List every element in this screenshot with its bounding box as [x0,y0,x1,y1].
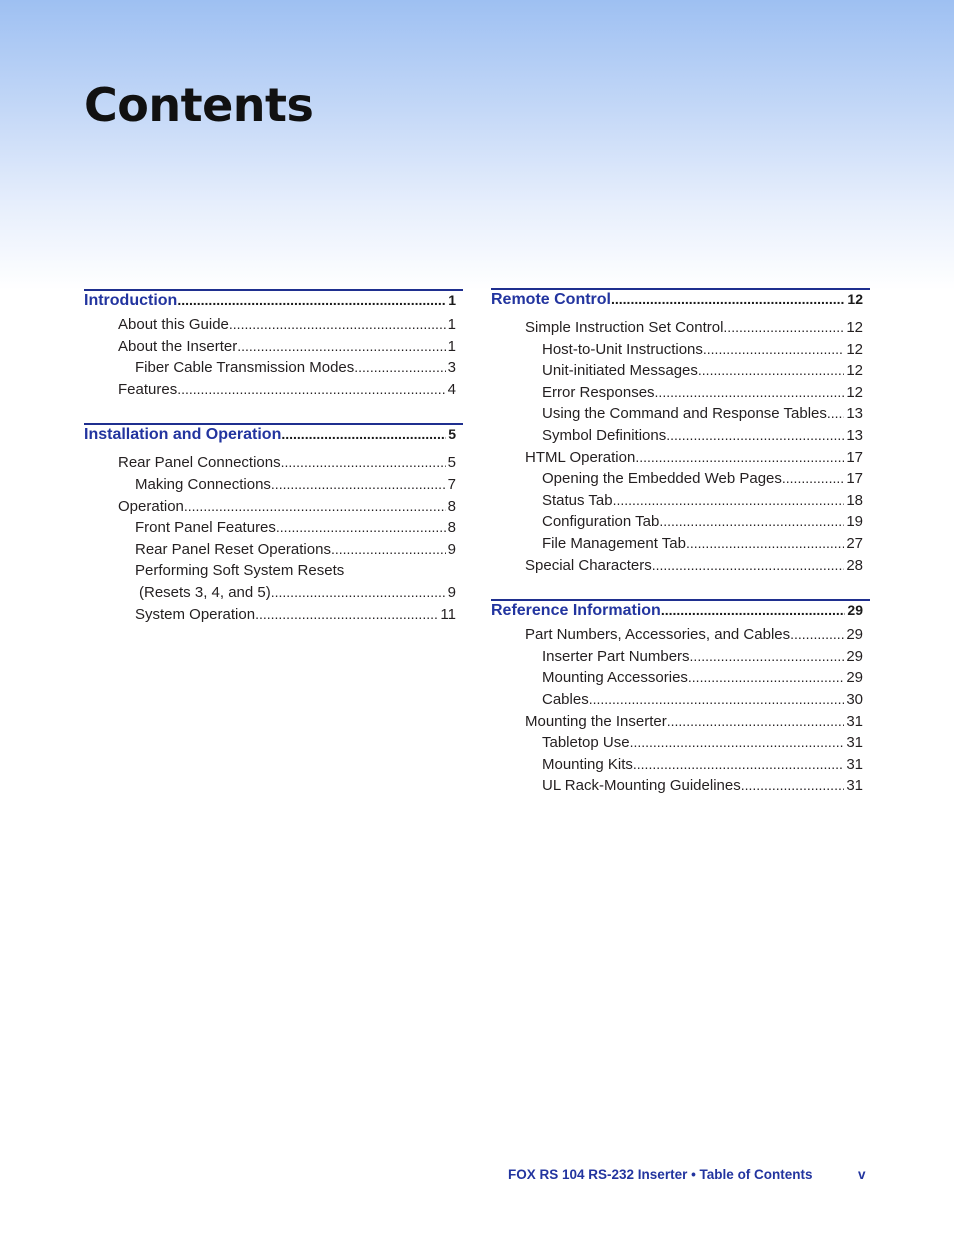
toc-section-introduction [84,289,463,400]
toc-entry-label: Making Connections [135,475,271,493]
toc-section-reference-information [491,599,870,797]
dot-leader [589,689,845,711]
toc-entry-fiber-cable-transmission-modes[interactable] [84,357,456,379]
toc-heading-label: Remote Control [491,291,611,308]
toc-entry-mounting-kits[interactable] [491,754,863,776]
toc-entry-label: Rear Panel Reset Operations [135,540,331,558]
toc-entry-simple-instruction-set-control[interactable] [491,317,863,339]
toc-entry-page: 19 [846,513,863,531]
dot-leader [723,317,844,339]
toc-entry-features[interactable] [84,379,456,401]
toc-entry-host-to-unit-instructions[interactable] [491,339,863,361]
dot-leader [827,403,844,425]
dot-leader [633,754,844,776]
footer-page-number: v [858,1167,866,1182]
dot-leader [255,604,438,626]
toc-entry-file-management-tab[interactable] [491,533,863,555]
dot-leader [237,336,445,358]
dot-leader [229,314,446,336]
toc-entry-mounting-accessories[interactable] [491,667,863,689]
toc-entry-configuration-tab[interactable] [491,511,863,533]
dot-leader [354,357,445,379]
dot-leader [611,291,845,307]
toc-section-remote-control [491,288,870,576]
toc-entry-page: 29 [846,626,863,644]
dot-leader [276,517,446,539]
toc-entry-rear-panel-connections[interactable] [84,452,456,474]
toc-entry-page: 30 [846,690,863,708]
toc-entry-label: Configuration Tab [542,513,660,531]
toc-entry-label: Symbol Definitions [542,426,667,444]
toc-entry-page: 12 [846,340,863,358]
dot-leader [281,452,446,474]
dot-leader [690,646,845,668]
toc-entry-label: Inserter Part Numbers [542,647,690,665]
dot-leader [782,468,844,490]
toc-entry-system-operation[interactable] [84,604,456,626]
toc-entry-error-responses[interactable] [491,382,863,404]
dot-leader [661,602,846,618]
toc-entry-label: Opening the Embedded Web Pages [542,470,782,488]
toc-entry-page: 27 [846,534,863,552]
dot-leader [271,474,446,496]
toc-entry-resets-3-4-5[interactable] [84,582,456,604]
toc-entry-command-and-response-tables[interactable] [491,403,863,425]
toc-entry-page: 11 [440,605,456,623]
toc-entry-page: 17 [846,448,863,466]
toc-left-column [84,289,463,648]
toc-entry-page: 9 [447,583,456,601]
toc-entry-page: 28 [846,556,863,574]
dot-leader [177,379,445,401]
toc-heading-remote-control[interactable] [491,291,863,313]
toc-entry-rear-panel-reset-operations[interactable] [84,539,456,561]
toc-entry-tabletop-use[interactable] [491,732,863,754]
toc-entry-label: System Operation [135,605,256,623]
page-title: Contents [84,78,314,132]
toc-entry-page: 8 [447,497,456,515]
toc-entry-status-tab[interactable] [491,490,863,512]
toc-entry-page: 31 [846,755,863,773]
toc-heading-page: 5 [448,426,456,443]
toc-entry-label: Performing Soft System Resets [135,562,345,580]
dot-leader [741,775,845,797]
toc-entry-label: Rear Panel Connections [118,454,281,472]
toc-entry-mounting-the-inserter[interactable] [491,711,863,733]
toc-entry-label: Error Responses [542,383,655,401]
toc-entry-html-operation[interactable] [491,447,863,469]
dot-leader [655,382,845,404]
toc-entry-label: Host-to-Unit Instructions [542,340,703,358]
toc-heading-label: Introduction [84,292,178,309]
toc-entry-inserter-part-numbers[interactable] [491,646,863,668]
toc-entry-page: 29 [846,669,863,687]
toc-entry-label: Features [118,380,178,398]
toc-entry-page: 17 [846,470,863,488]
toc-entry-label: Unit-initiated Messages [542,362,698,380]
dot-leader [652,555,845,577]
toc-entry-about-the-inserter[interactable] [84,336,456,358]
dot-leader [630,732,845,754]
toc-entry-label: Mounting Accessories [542,669,688,687]
toc-entry-page: 18 [846,491,863,509]
toc-entry-operation[interactable] [84,496,456,518]
toc-entry-label: Tabletop Use [542,734,630,752]
toc-heading-page: 1 [448,292,456,308]
toc-entry-label: HTML Operation [525,448,636,466]
dot-leader [703,339,844,361]
toc-entry-label: Status Tab [542,491,613,509]
toc-entry-unit-initiated-messages[interactable] [491,360,863,382]
toc-entry-page: 5 [447,454,456,472]
dot-leader [281,426,446,442]
toc-entry-label: Fiber Cable Transmission Modes [135,359,355,377]
toc-entry-part-numbers-accessories-cables[interactable] [491,624,863,646]
toc-heading-page: 29 [847,602,863,619]
toc-entry-page: 8 [447,519,456,537]
toc-entry-label: Cables [542,690,589,708]
toc-entry-page: 12 [846,362,863,380]
toc-entry-making-connections[interactable] [84,474,456,496]
toc-entry-page: 1 [447,337,456,355]
toc-entry-opening-embedded-web-pages[interactable] [491,468,863,490]
toc-entry-page: 13 [846,405,863,423]
dot-leader [659,511,844,533]
toc-entry-cables[interactable] [491,689,863,711]
dot-leader [790,624,844,646]
dot-leader [177,292,446,308]
toc-entry-label: (Resets 3, 4, and 5) [139,583,271,601]
toc-heading-installation-and-operation[interactable] [84,426,456,448]
toc-entry-page: 31 [846,712,863,730]
dot-leader [184,496,446,518]
toc-section-installation-and-operation [84,423,463,625]
header-gradient-band [0,0,954,290]
dot-leader [271,582,446,604]
toc-heading-label: Reference Information [491,602,661,620]
dot-leader [635,447,844,469]
toc-entry-page: 9 [447,540,456,558]
dot-leader [698,360,844,382]
dot-leader [688,667,844,689]
toc-entry-page: 7 [447,475,456,493]
dot-leader [613,490,845,512]
toc-entry-label: Special Characters [525,556,652,574]
toc-entry-label: UL Rack-Mounting Guidelines [542,777,741,795]
dot-leader [667,711,845,733]
toc-entry-page: 4 [447,380,456,398]
dot-leader [686,533,844,555]
toc-entry-symbol-definitions[interactable] [491,425,863,447]
toc-entry-ul-rack-mounting-guidelines[interactable] [491,775,863,797]
toc-entry-label: Operation [118,497,184,515]
toc-entry-page: 13 [846,426,863,444]
toc-entry-label: Part Numbers, Accessories, and Cables [525,626,791,644]
toc-heading-introduction[interactable] [84,292,456,314]
toc-entry-label: Front Panel Features [135,519,276,537]
toc-entry-label: About the Inserter [118,337,238,355]
toc-heading-page: 12 [847,291,863,307]
toc-entry-label: About this Guide [118,316,229,333]
toc-entry-page: 3 [447,359,456,377]
toc-entry-page: 12 [846,383,863,401]
toc-entry-page: 12 [846,319,863,336]
toc-entry-special-characters[interactable] [491,555,863,577]
toc-entry-page: 1 [447,316,456,333]
toc-entry-page: 31 [846,734,863,752]
toc-entry-page: 31 [846,777,863,795]
toc-entry-label: Using the Command and Response Tables [542,405,827,423]
dot-leader [331,539,446,561]
toc-heading-reference-information[interactable] [491,602,863,624]
toc-entry-front-panel-features[interactable] [84,517,456,539]
toc-entry-label: File Management Tab [542,534,686,552]
toc-entry-about-this-guide[interactable] [84,314,456,336]
dot-leader [666,425,844,447]
footer-document-title: FOX RS 104 RS-232 Inserter • Table of Contents [508,1167,813,1182]
toc-entry-page: 29 [846,647,863,665]
toc-entry-label: Mounting the Inserter [525,712,667,730]
toc-heading-label: Installation and Operation [84,426,282,444]
toc-entry-performing-soft-system-resets[interactable] [84,560,456,582]
toc-right-column [491,288,870,820]
toc-entry-label: Simple Instruction Set Control [525,319,724,336]
toc-entry-label: Mounting Kits [542,755,633,773]
